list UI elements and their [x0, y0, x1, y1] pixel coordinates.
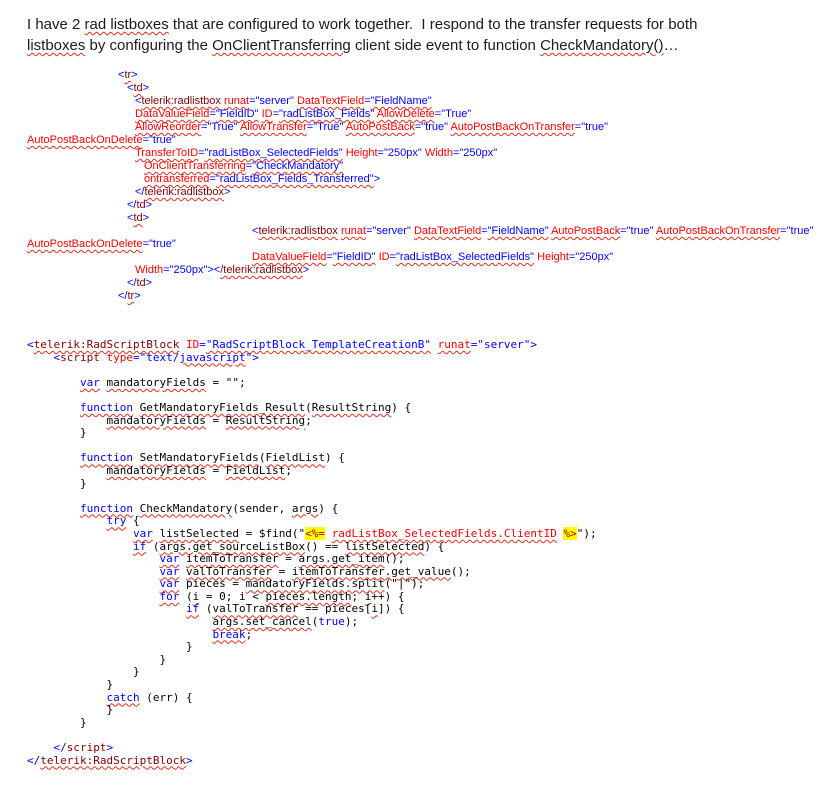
code-token: = [245, 160, 253, 172]
aspx-code-line [118, 290, 840, 303]
code-token: pieces = [179, 577, 246, 591]
code-token: } [27, 652, 167, 666]
code-token: Height [537, 251, 569, 263]
code-token: ontransferred [144, 173, 210, 185]
code-token: script [60, 350, 100, 364]
code-token: var [159, 577, 180, 591]
code-token: AutoPostBack [551, 225, 621, 237]
code-token: valToTransfer [185, 564, 273, 578]
code-token: AutoPostBackOnDelete [27, 238, 143, 250]
code-token: "250px" [169, 264, 208, 276]
code-token: = [205, 463, 226, 477]
code-token: var [79, 375, 100, 389]
code-token: = [209, 108, 216, 120]
code-token: ID [261, 108, 273, 120]
code-token: </ [127, 277, 137, 289]
code-token: if [132, 539, 147, 553]
code-token [27, 351, 54, 364]
code-token: > [373, 173, 381, 185]
aspx-code-line [135, 186, 840, 199]
aspx-code-line [127, 199, 840, 212]
code-token [179, 338, 186, 351]
code-token: = [414, 121, 422, 133]
code-token: ( [311, 615, 319, 629]
code-token: mandatoryFields [106, 375, 206, 389]
code-token [27, 464, 106, 477]
code-token [27, 565, 159, 578]
intro-text-line [27, 35, 840, 56]
code-token: "true" [581, 121, 608, 133]
code-token: < [27, 338, 34, 351]
code-token: var [132, 526, 153, 540]
code-token: "radListBox_SelectedFields" [396, 251, 535, 263]
code-token: </ [118, 290, 128, 302]
code-token [27, 451, 80, 464]
code-token: > [302, 264, 310, 276]
code-token [27, 691, 106, 704]
script-code-line [27, 377, 840, 390]
script-code-line [27, 427, 840, 440]
code-token: = [481, 225, 488, 237]
code-token: < [245, 589, 266, 603]
script-code-line [27, 465, 840, 478]
code-token: SetMandatoryFields [139, 451, 259, 465]
script-code-line [27, 755, 840, 768]
code-token: = [470, 338, 478, 351]
aspx-code-line [135, 147, 840, 160]
code-token: ) { [391, 400, 412, 414]
script-code-line [27, 352, 840, 365]
script-code-line [27, 478, 840, 491]
code-token: < [252, 225, 259, 237]
code-token: "server" [477, 338, 531, 351]
code-token: </ [127, 199, 137, 211]
code-token: ; [305, 413, 312, 427]
code-token: mandatoryFields [106, 463, 206, 477]
code-token: telerik:radlistbox [258, 225, 338, 237]
code-token: > [252, 350, 259, 364]
code-token: catch [106, 690, 140, 704]
code-token: ; [285, 463, 292, 477]
code-token: > [142, 82, 150, 94]
code-token: telerik:RadScriptBlock [33, 338, 180, 351]
code-token [27, 552, 159, 565]
code-token: "True" [313, 121, 344, 133]
code-token: AutoPostBack [345, 121, 415, 133]
code-token: = [209, 173, 216, 185]
code-token: telerik:radlistbox [144, 186, 224, 198]
code-token: = [306, 121, 314, 133]
code-token: = [249, 95, 256, 107]
aspx-code-line [135, 95, 840, 108]
code-token [27, 527, 133, 540]
code-token: = [142, 238, 150, 250]
code-token: > [145, 199, 153, 211]
code-token: "FieldName" [487, 225, 549, 237]
aspx-code-line [135, 108, 840, 121]
code-token: tr [124, 69, 132, 81]
code-token: } [27, 426, 87, 440]
code-token: ID [378, 251, 390, 263]
code-token: > [106, 741, 114, 754]
code-token: radListBox_SelectedFields.ClientID [331, 526, 557, 540]
code-token: DataValueField [252, 251, 327, 263]
code-token: FieldList [265, 451, 326, 465]
aspx-code-line [144, 160, 840, 173]
code-token [27, 615, 212, 628]
code-token: by configuring the [85, 37, 213, 54]
code-token: = [133, 350, 140, 364]
code-token [27, 741, 54, 754]
code-token: = $find(" [238, 526, 306, 540]
code-token: "); [576, 526, 597, 540]
code-token: (sender, [232, 501, 292, 515]
aspx-code-line [144, 173, 840, 186]
script-code-line [27, 415, 840, 428]
code-token: (err) { [139, 690, 193, 704]
code-token [133, 401, 140, 414]
script-code-line [27, 717, 840, 730]
code-token: true [318, 615, 345, 629]
code-token: ID [185, 338, 200, 351]
code-token: ResultString [311, 400, 392, 414]
code-token: = [272, 564, 292, 578]
code-token: == pieces[ [298, 602, 372, 616]
code-token: <%= [305, 526, 326, 540]
aspx-code-line [252, 225, 840, 238]
code-token: ) { [424, 539, 445, 553]
code-token: i [364, 589, 372, 603]
script-code-line [27, 654, 840, 667]
code-token: " [245, 350, 253, 364]
code-token [179, 552, 186, 565]
code-token: GetMandatoryFields_Result [139, 400, 306, 414]
code-token: AutoPostBackOnDelete [27, 134, 143, 146]
script-code-line [27, 729, 840, 742]
script-code-line [27, 692, 840, 705]
aspx-code-line [127, 212, 840, 225]
code-token: } [27, 476, 87, 490]
code-token: = [198, 147, 205, 159]
code-token: ( [258, 451, 266, 465]
radscriptblock-code-block [27, 339, 840, 767]
code-token: = [326, 251, 333, 263]
code-token: var [159, 552, 180, 566]
code-token [27, 401, 80, 414]
code-token: "True" [207, 121, 238, 133]
aspx-code-line [127, 277, 840, 290]
code-token: "radListBox_SelectedFields" [204, 147, 343, 159]
code-token [27, 514, 106, 527]
code-token: AllowDelete [376, 108, 435, 120]
code-token: for [159, 589, 180, 603]
code-token: itemToTransfer [185, 552, 279, 566]
code-token: "CheckMandatory" [252, 160, 344, 172]
code-token: args.get_item [298, 552, 385, 566]
code-token: >< [207, 264, 221, 276]
code-token: args.get_sourceListBox [159, 539, 306, 553]
code-token: runat [223, 95, 250, 107]
code-token: </ [27, 753, 41, 767]
code-token: function [79, 400, 133, 414]
code-token: "server" [255, 95, 294, 107]
code-token: < [127, 212, 134, 224]
code-token: ResultString [225, 413, 306, 427]
code-token [27, 628, 212, 641]
code-token: < [118, 69, 125, 81]
code-token [325, 527, 332, 540]
code-token: pieces.length [265, 589, 352, 603]
code-token: %> [563, 526, 577, 540]
code-token: "FieldID" [215, 108, 259, 120]
code-token: … [663, 37, 679, 54]
code-token: = [366, 225, 373, 237]
code-token: = [780, 225, 787, 237]
code-token: runat [437, 338, 471, 351]
code-token [27, 414, 106, 427]
code-token: ) { [318, 501, 339, 515]
code-token: type [106, 350, 133, 364]
code-token: itemToTransfer.get_value [291, 564, 451, 578]
code-token: mandatoryFields.split [245, 577, 385, 591]
code-token: = [205, 413, 226, 427]
code-token: "250px" [383, 147, 422, 159]
code-token: "server" [372, 225, 411, 237]
code-token: "FieldID" [332, 251, 376, 263]
code-token: > [142, 212, 150, 224]
code-token: < [53, 350, 61, 364]
code-token [133, 502, 140, 515]
code-token: td [133, 82, 143, 94]
code-token: ("|"); [384, 577, 425, 591]
code-token: function [79, 501, 133, 515]
code-token [100, 351, 107, 364]
code-token: = [620, 225, 627, 237]
code-token: I have 2 [27, 16, 85, 33]
code-token: ( [146, 539, 160, 553]
code-token: telerik:RadScriptBlock [40, 753, 186, 767]
code-token: "radListBox_Fields_Transferred" [215, 173, 374, 185]
code-token: = [199, 338, 206, 351]
code-token: rad listboxes [84, 16, 169, 33]
code-token: = 0; [199, 589, 239, 603]
code-token: < [135, 95, 142, 107]
code-token: args [291, 501, 319, 515]
code-token: listboxes [27, 37, 86, 54]
code-token: "true" [786, 225, 814, 237]
code-token: i [238, 589, 246, 603]
aspx-code-line [118, 69, 840, 82]
code-token: ) { [325, 451, 345, 465]
code-token: mandatoryFields [106, 413, 206, 427]
script-code-line [27, 503, 840, 516]
code-token: () == [305, 539, 345, 553]
code-token: ; [351, 589, 365, 603]
aspx-code-line [127, 82, 840, 95]
code-token: > [223, 186, 231, 198]
code-token: > [530, 338, 537, 351]
code-token [179, 565, 186, 578]
code-token: } [27, 703, 114, 717]
code-token: > [145, 277, 153, 289]
code-token: = [272, 108, 279, 120]
code-token: ; [245, 627, 253, 641]
code-token: td [133, 212, 143, 224]
code-token: ( [179, 589, 193, 603]
code-token: = [364, 95, 371, 107]
code-token: CheckMandatory [139, 501, 233, 515]
code-token: ); [344, 615, 359, 629]
aspx-code-line [27, 238, 840, 251]
code-token: } [27, 665, 140, 679]
code-token: td [136, 277, 146, 289]
code-token: CheckMandatory() [540, 37, 664, 54]
code-token: } [27, 640, 193, 654]
code-token: args.set_cancel [212, 615, 312, 629]
code-token: runat [340, 225, 367, 237]
code-token: valToTransfer [212, 602, 299, 616]
code-token: "250px" [459, 147, 498, 159]
code-token: "radListBox_Fields" [279, 108, 375, 120]
code-token: break [212, 627, 246, 641]
code-token: if [185, 602, 200, 616]
code-token: javascript [179, 350, 246, 364]
code-token: "true" [421, 121, 449, 133]
code-token: /telerik:radlistbox [220, 264, 303, 276]
code-token: AllowReorder [135, 121, 202, 133]
code-token: function [79, 451, 133, 465]
code-token: OnClientTransferring [212, 37, 351, 54]
code-token: TransferToID [135, 147, 199, 159]
intro-paragraph [27, 14, 840, 56]
code-token [27, 602, 186, 615]
code-token: > [134, 290, 141, 302]
code-token: Width [135, 264, 164, 276]
code-token [27, 540, 133, 553]
code-token: ( [199, 602, 213, 616]
code-token: "text/ [139, 350, 180, 364]
code-token: that are configured to work together. I respond to the transfer requests for both [168, 16, 698, 33]
code-token: Width [424, 147, 453, 159]
code-token: FieldList [225, 463, 286, 477]
code-token [27, 577, 159, 590]
code-token [27, 502, 80, 515]
intro-text-line [27, 14, 840, 35]
code-token: = [278, 552, 299, 566]
code-token: ( [305, 400, 312, 414]
code-token: "True" [441, 108, 472, 120]
code-token: = [434, 108, 442, 120]
code-token [27, 376, 80, 389]
code-token: } [27, 715, 87, 729]
code-token: AutoPostBackOnTransfer [450, 121, 575, 133]
code-token: </ [135, 186, 145, 198]
code-token: (); [384, 552, 405, 566]
code-token: = [377, 147, 384, 159]
code-token: ++) { [371, 589, 405, 603]
code-token: OnClientTransferring [144, 160, 246, 172]
code-token: listSelected [344, 539, 425, 553]
code-token: client side event to function [350, 37, 541, 54]
code-token: ]) { [378, 602, 405, 616]
code-token: i [192, 589, 200, 603]
code-token: "FieldName" [370, 95, 432, 107]
code-token: "true" [149, 134, 176, 146]
script-code-line [27, 704, 840, 717]
code-token [27, 590, 159, 603]
aspx-code-line [135, 264, 840, 277]
code-token: = ""; [205, 375, 246, 389]
code-token: DataValueField [135, 108, 210, 120]
code-token [133, 451, 140, 464]
code-token: > [131, 69, 138, 81]
code-token: DataTextField [413, 225, 482, 237]
code-token: = [452, 147, 460, 159]
code-token: = [574, 121, 582, 133]
code-token: = [568, 251, 576, 263]
code-token: { [126, 514, 140, 528]
code-token: var [159, 564, 180, 578]
code-token: < [127, 82, 134, 94]
code-token: tr [127, 290, 135, 302]
aspx-code-line [135, 121, 840, 134]
code-token: = [142, 134, 150, 146]
code-token: "true" [149, 238, 176, 250]
code-token: = [163, 264, 170, 276]
code-token [431, 338, 438, 351]
code-token: telerik:radlistbox [141, 95, 221, 107]
code-token: > [185, 753, 193, 767]
code-token: "RadScriptBlock_TemplateCreationB" [205, 338, 431, 351]
code-token: } [27, 678, 114, 692]
code-token: "true" [626, 225, 654, 237]
code-token: "250px" [575, 251, 614, 263]
aspx-code-line [252, 251, 840, 264]
aspx-markup-code-block [0, 69, 840, 303]
aspx-code-line [27, 134, 840, 147]
code-token: td [136, 199, 146, 211]
code-token: = [389, 251, 396, 263]
code-token: AllowTransfer [239, 121, 307, 133]
code-token: try [106, 514, 127, 528]
code-token: Height [345, 147, 378, 159]
code-token: AutoPostBackOnTransfer [655, 225, 781, 237]
code-token: DataTextField [296, 95, 365, 107]
script-code-line [27, 666, 840, 679]
code-token: = [201, 121, 208, 133]
code-token: script [66, 741, 107, 754]
code-token: i [371, 602, 379, 616]
code-token: </ [53, 741, 67, 754]
code-token: listSelected [159, 526, 239, 540]
code-token: (); [450, 564, 471, 578]
